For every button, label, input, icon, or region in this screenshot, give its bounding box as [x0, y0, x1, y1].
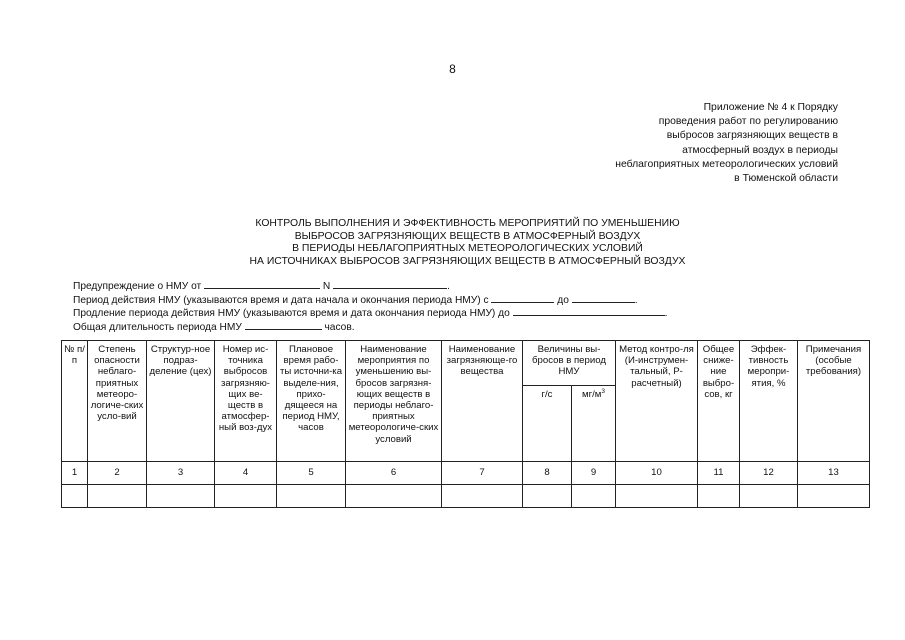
column-number: 1: [62, 462, 88, 485]
header-group-cell: Величины вы-бросов в период НМУ: [523, 341, 616, 386]
empty-cell[interactable]: [215, 485, 277, 508]
annex-header: [615, 101, 838, 186]
header-cell: Примечания (особые требования): [798, 341, 870, 462]
annex-line: Приложение № 4 к Порядку: [703, 102, 838, 113]
warning-number-label: N: [322, 281, 331, 292]
unit-superscript: 3: [601, 387, 605, 395]
extension-end: .: [664, 308, 668, 320]
period-end-blank[interactable]: [572, 294, 635, 303]
annex-line: выбросов загрязняющих веществ в: [666, 130, 838, 142]
header-subcell: [572, 386, 616, 462]
column-number: 2: [88, 462, 147, 485]
measures-table: [61, 340, 870, 508]
title-line: В ПЕРИОДЫ НЕБЛАГОПРИЯТНЫХ МЕТЕОРОЛОГИЧЕСКИХ УСЛОВИЙ: [292, 243, 643, 255]
header-subcell: г/с: [523, 386, 572, 462]
extension-field: [73, 307, 667, 321]
form-fields: [73, 280, 667, 334]
empty-cell[interactable]: [62, 485, 88, 508]
annex-line: неблагоприятных метеорологических условий: [615, 158, 838, 170]
empty-cell[interactable]: [740, 485, 798, 508]
title-line: КОНТРОЛЬ ВЫПОЛНЕНИЯ И ЭФФЕКТИВНОСТЬ МЕРОПРИЯТИЙ ПО УМЕНЬШЕНИЮ: [255, 218, 680, 229]
column-number: 9: [572, 462, 616, 485]
empty-cell[interactable]: [88, 485, 147, 508]
column-number: 10: [616, 462, 698, 485]
period-field: [73, 294, 667, 308]
annex-line: атмосферный воздух в периоды: [682, 144, 838, 156]
warning-date-blank[interactable]: [204, 280, 320, 289]
warning-field: [73, 280, 667, 294]
title-line: НА ИСТОЧНИКАХ ВЫБРОСОВ ЗАГРЯЗНЯЮЩИХ ВЕЩЕСТВ В АТМОСФЕРНЫЙ ВОЗДУХ: [249, 255, 686, 267]
header-cell: Наименование загрязняюще-го вещества: [442, 341, 523, 462]
warning-label: Предупреждение о НМУ от: [73, 281, 202, 292]
header-cell: Наименование мероприятия по уменьшению вы-бросов загрязня-ющих веществ в периоды неблаго-приятных метеорологиче-ских условий: [346, 341, 442, 462]
header-cell: № п/п: [62, 341, 88, 462]
extension-blank[interactable]: [513, 307, 665, 316]
period-start-blank[interactable]: [491, 294, 554, 303]
empty-cell[interactable]: [616, 485, 698, 508]
header-cell: Структур-ное подраз-деление (цех): [147, 341, 215, 462]
duration-field: [73, 321, 667, 335]
warning-number-blank[interactable]: [333, 280, 447, 289]
header-cell: Метод контро-ля (И-инструмен-тальный, Р-расчетный): [616, 341, 698, 462]
period-to-label: до: [557, 294, 569, 306]
column-number: 7: [442, 462, 523, 485]
duration-blank[interactable]: [245, 321, 322, 330]
column-number: 4: [215, 462, 277, 485]
extension-label: Продление периода действия НМУ (указываются время и дата окончания периода НМУ) до: [73, 308, 510, 320]
duration-unit: часов.: [324, 321, 355, 333]
unit-label: мг/м: [582, 389, 602, 400]
header-cell: Степень опасности неблаго-приятных метеоро-логиче-ских усло-вий: [88, 341, 147, 462]
column-number: 8: [523, 462, 572, 485]
column-number: 12: [740, 462, 798, 485]
column-number: 5: [277, 462, 346, 485]
duration-label: Общая длительность периода НМУ: [73, 321, 242, 333]
annex-line: в Тюменской области: [734, 173, 838, 185]
annex-line: проведения работ по регулированию: [658, 116, 838, 128]
column-number-row: [62, 462, 870, 485]
empty-cell[interactable]: [277, 485, 346, 508]
period-end: .: [634, 294, 638, 306]
header-cell: Плановое время рабо-ты источни-ка выделе-ния, прихо-дящееся на период НМУ, часов: [277, 341, 346, 462]
empty-cell[interactable]: [698, 485, 740, 508]
document-title: [0, 218, 905, 268]
header-cell: Общее сниже-ние выбро-сов, кг: [698, 341, 740, 462]
column-number: 11: [698, 462, 740, 485]
title-line: ВЫБРОСОВ ЗАГРЯЗНЯЮЩИХ ВЕЩЕСТВ В АТМОСФЕРНЫЙ ВОЗДУХ: [294, 230, 641, 242]
column-number: 6: [346, 462, 442, 485]
empty-cell[interactable]: [442, 485, 523, 508]
period-label: Период действия НМУ (указываются время и дата начала и окончания периода НМУ) с: [73, 294, 489, 306]
empty-cell[interactable]: [572, 485, 616, 508]
warning-end: .: [447, 281, 450, 292]
empty-cell[interactable]: [523, 485, 572, 508]
column-number: 13: [798, 462, 870, 485]
empty-cell[interactable]: [798, 485, 870, 508]
header-cell: Эффек-тивность меропри-ятия, %: [740, 341, 798, 462]
page-number: 8: [449, 62, 456, 76]
empty-cell[interactable]: [346, 485, 442, 508]
column-number: 3: [147, 462, 215, 485]
empty-data-row: [62, 485, 870, 508]
empty-cell[interactable]: [147, 485, 215, 508]
header-cell: Номер ис-точника выбросов загрязняю-щих ве-ществ в атмосфер-ный воз-дух: [215, 341, 277, 462]
